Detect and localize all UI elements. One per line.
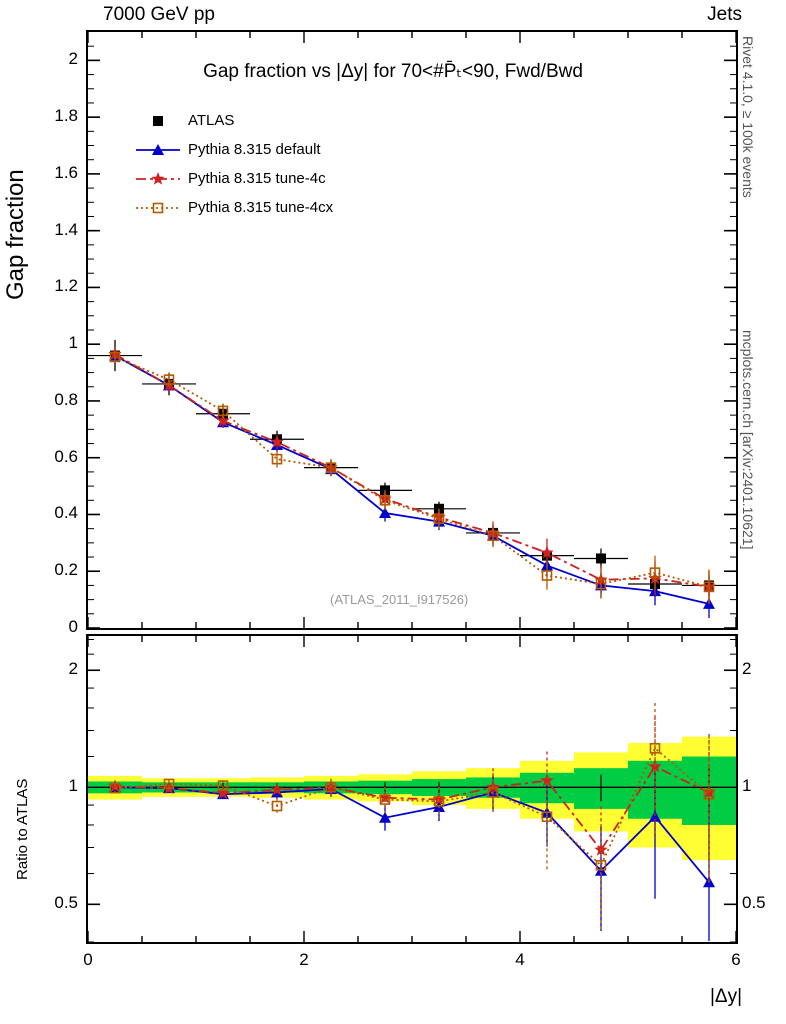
main-y-tick-label: 1.6 (54, 162, 78, 182)
header-right-label: Jets (707, 4, 742, 25)
legend-label-2: Pythia 8.315 tune-4c (188, 170, 326, 187)
main-y-tick-label: 1.2 (54, 276, 78, 296)
main-y-tick-label: 1 (68, 333, 78, 353)
series-line (115, 356, 709, 604)
main-y-axis-title: Gap fraction (2, 169, 29, 300)
legend-label-3: Pythia 8.315 tune-4cx (188, 199, 334, 216)
main-y-tick-label: 0.8 (54, 389, 78, 409)
ratio-y-tick-label: 2 (68, 659, 78, 679)
analysis-id-watermark: (ATLAS_2011_I917526) (330, 592, 469, 607)
rivet-version-label: Rivet 4.1.0, ≥ 100k events (740, 36, 756, 198)
main-y-tick-label: 0.4 (54, 503, 78, 523)
x-tick-label: 4 (515, 950, 525, 969)
x-tick-label: 2 (299, 950, 309, 969)
marker-square (596, 553, 606, 563)
ratio-y-axis-title: Ratio to ATLAS (14, 778, 31, 880)
main-y-tick-label: 1.8 (54, 106, 78, 126)
ratio-y-tick-label-right: 0.5 (742, 893, 766, 913)
legend-label-1: Pythia 8.315 default (188, 141, 321, 158)
x-axis-title: |Δy| (709, 986, 742, 1007)
ratio-y-tick-label: 0.5 (54, 893, 78, 913)
marker-star (151, 172, 164, 185)
main-y-tick-label: 2 (68, 49, 78, 69)
legend-label-0: ATLAS (188, 112, 235, 129)
series-line (115, 357, 709, 587)
series-line (115, 354, 709, 587)
main-y-tick-label: 0.6 (54, 446, 78, 466)
header-left-label: 7000 GeV pp (103, 4, 215, 25)
main-y-tick-label: 0.2 (54, 560, 78, 580)
x-tick-label: 0 (83, 950, 93, 969)
ratio-y-tick-label-right: 2 (742, 659, 752, 679)
plot-title: Gap fraction vs |Δy| for 70<#P̄ₜ<90, Fwd/Bwd (203, 61, 583, 82)
ratio-y-tick-label: 1 (68, 776, 78, 796)
ratio-y-tick-label-right: 1 (742, 776, 752, 796)
x-tick-label: 6 (731, 950, 741, 969)
main-y-tick-label: 0 (68, 617, 78, 636)
marker-square (153, 116, 163, 126)
mcplots-source-label: mcplots.cern.ch [arXiv:2401.10621] (740, 330, 756, 550)
main-y-tick-label: 1.4 (54, 219, 78, 239)
